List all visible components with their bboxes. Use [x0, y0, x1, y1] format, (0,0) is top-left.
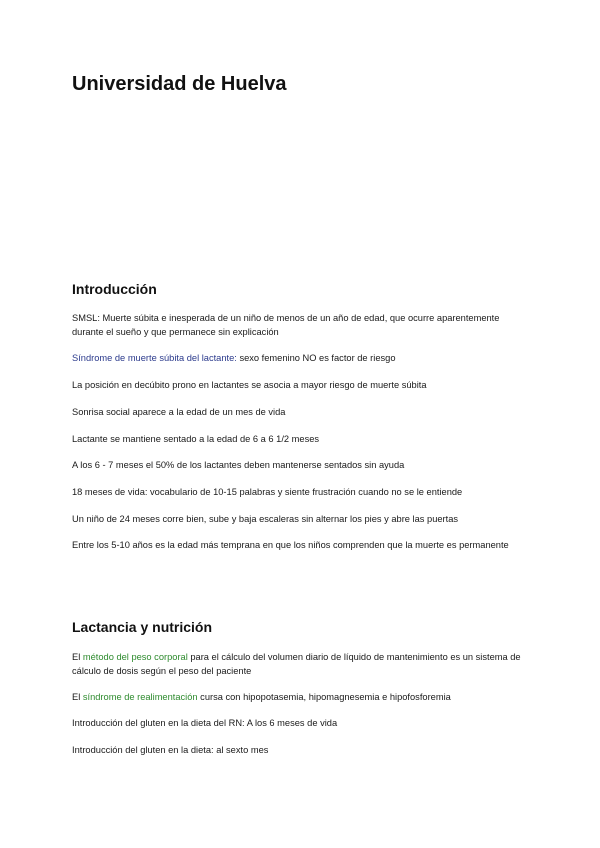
paragraph	[72, 378, 522, 392]
paragraph-text: Entre los 5-10 años es la edad más temprana en que los niños comprenden que la muerte es permanente	[72, 540, 509, 550]
paragraph-text: SMSL: Muerte súbita e inesperada de un niño de menos de un año de edad, que ocurre aparentemente durante el sueño y que permanece sin explicación	[72, 313, 500, 337]
paragraph-text: A los 6 - 7 meses el 50% de los lactantes deben mantenerse sentados sin ayuda	[72, 460, 405, 470]
paragraph	[72, 432, 522, 446]
paragraph-text: Lactante se mantiene sentado a la edad de 6 a 6 1/2 meses	[72, 434, 320, 444]
paragraph	[72, 538, 522, 552]
paragraph-prefix: El	[72, 692, 83, 702]
paragraph-text: 18 meses de vida: vocabulario de 10-15 palabras y siente frustración cuando no se le entiende	[72, 487, 463, 497]
section-heading-introduccion: Introducción	[72, 281, 157, 297]
paragraph-text: cursa con hipopotasemia, hipomagnesemia e hipofosforemia	[197, 692, 451, 702]
paragraph	[72, 485, 522, 499]
paragraph	[72, 650, 522, 678]
paragraph	[72, 405, 522, 419]
paragraph-text: Introducción del gluten en la dieta del RN: A los 6 meses de vida	[72, 718, 338, 728]
paragraph	[72, 743, 522, 757]
paragraph	[72, 690, 522, 704]
paragraph	[72, 512, 522, 526]
paragraph	[72, 716, 522, 730]
paragraph-text: Un niño de 24 meses corre bien, sube y baja escaleras sin alternar los pies y abre las puertas	[72, 514, 459, 524]
paragraph-text: sexo femenino NO es factor de riesgo	[236, 353, 396, 363]
paragraph	[72, 458, 522, 472]
paragraph-prefix: El	[72, 652, 83, 662]
highlighted-term: Síndrome de muerte súbita del lactante:	[72, 353, 237, 363]
paragraph-text: para el cálculo del volumen diario de líquido de mantenimiento es un sistema de cálculo de dosis según el peso del paciente	[72, 652, 521, 676]
section-heading-lactancia: Lactancia y nutrición	[72, 619, 213, 635]
paragraph	[72, 351, 522, 365]
paragraph-text: Introducción del gluten en la dieta: al sexto mes	[72, 745, 269, 755]
highlighted-term: método del peso corporal	[82, 652, 188, 662]
highlighted-term: síndrome de realimentación	[82, 692, 198, 702]
paragraph-text: La posición en decúbito prono en lactantes se asocia a mayor riesgo de muerte súbita	[72, 380, 427, 390]
document-title: Universidad de Huelva	[72, 73, 287, 95]
paragraph-text: Sonrisa social aparece a la edad de un mes de vida	[72, 407, 286, 417]
paragraph	[72, 311, 522, 339]
